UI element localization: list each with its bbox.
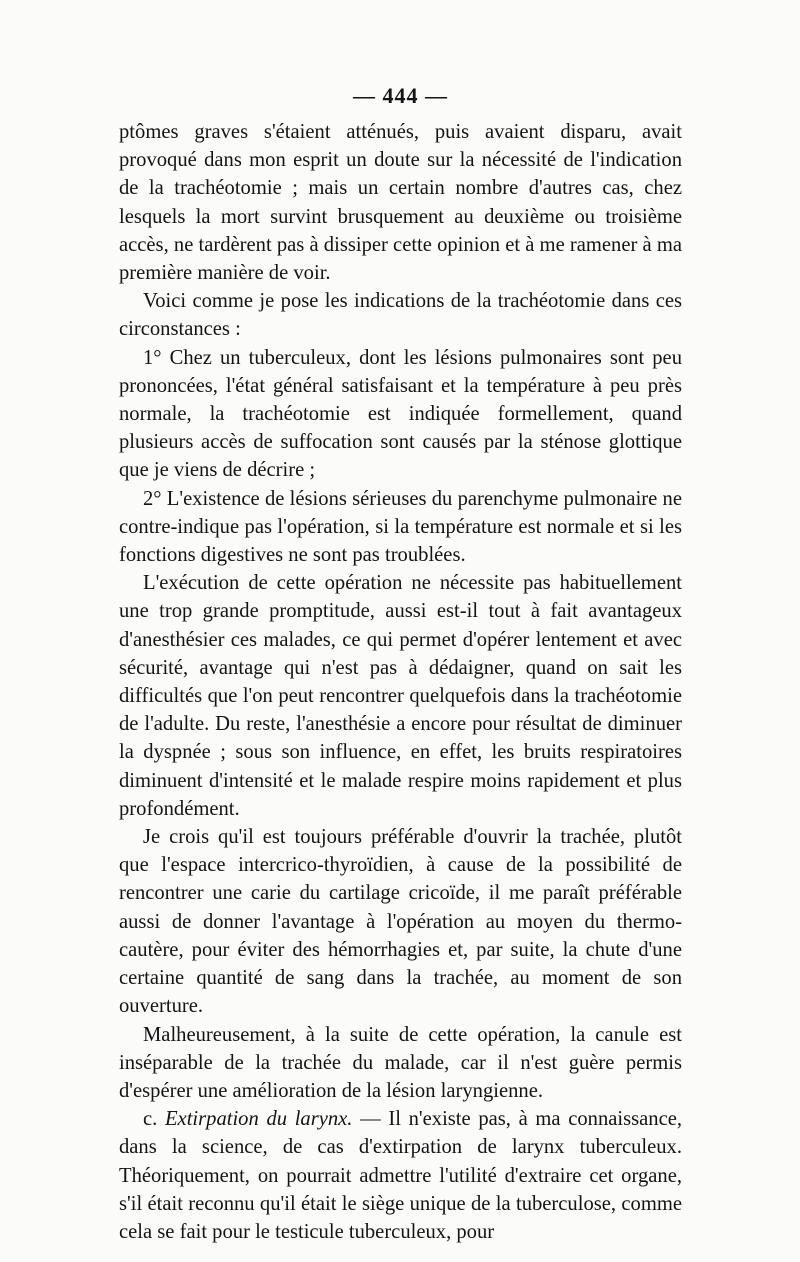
paragraph-canule: Malheureusement, à la suite de cette opération, la canule est inséparable de la trachée du malade, car il n'est guère permis d'espérer une amélioration de la lésion laryngienne.	[119, 1023, 682, 1102]
page-number: — 444 —	[353, 83, 448, 108]
section-heading: Extirpation du larynx.	[164, 1108, 353, 1131]
section-label: c.	[143, 1108, 158, 1131]
paragraph-trachea: Je crois qu'il est toujours préférable d'ouvrir la trachée, plutôt que l'espace intercrico-thyroïdien, à cause de la possibilité de rencontrer une carie du cartilage cricoïde, il me paraît préférable aussi de donner l'avantage à l'opération au moyen du thermo-cautère, pour éviter des hémorrhagies et, par suite, la chute d'une certaine quantité de sang dans la trachée, au moment de son ouverture.	[119, 826, 682, 1018]
book-page	[119, 78, 682, 1246]
body-text	[119, 118, 682, 1246]
paragraph-continuation: ptômes graves s'étaient atténués, puis avaient disparu, avait provoqué dans mon esprit un doute sur la nécessité de l'indication de la trachéotomie ; mais un certain nombre d'autres cas, chez lesquels la mort survint brusquement au deuxième ou troisième accès, ne tardèrent pas à dissiper cette opinion et à me ramener à ma première manière de voir.	[119, 121, 682, 285]
paragraph-indication-1: 1° Chez un tuberculeux, dont les lésions pulmonaires sont peu prononcées, l'état général satisfaisant et la température à peu près normale, la trachéotomie est indiquée formellement, quand plusieurs accès de suffocation sont causés par la sténose glottique que je viens de décrire ;	[119, 346, 682, 482]
paragraph-extirpation	[119, 1105, 682, 1246]
section-body: — Il n'existe pas, à ma connaissance, dans la science, de cas d'extirpation de larynx tuberculeux. Théoriquement, on pourrait admettre l'utilité d'extraire cet organe, s'il était reconnu qu'il était le siège unique de la tuberculose, comme cela se fait pour le testicule tuberculeux, pour	[119, 1108, 682, 1243]
paragraph-indication-2: 2° L'existence de lésions sérieuses du parenchyme pulmonaire ne contre-indique pas l'opération, si la température est normale et si les fonctions digestives ne sont pas troublées.	[119, 487, 682, 567]
paragraph-execution: L'exécution de cette opération ne nécessite pas habituellement une trop grande promptitude, aussi est-il tout à fait avantageux d'anesthésier ces malades, ce qui permet d'opérer lentement et avec sécurité, avantage qui n'est pas à dédaigner, quand on sait les difficultés que l'on peut rencontrer quelquefois dans la trachéotomie de l'adulte. Du reste, l'anesthésie a encore pour résultat de diminuer la dyspnée ; sous son influence, en effet, les bruits respiratoires diminuent d'intensité et le malade respire moins rapidement et plus profondément.	[119, 572, 682, 820]
paragraph-indications-intro: Voici comme je pose les indications de la trachéotomie dans ces circonstances :	[119, 290, 682, 341]
